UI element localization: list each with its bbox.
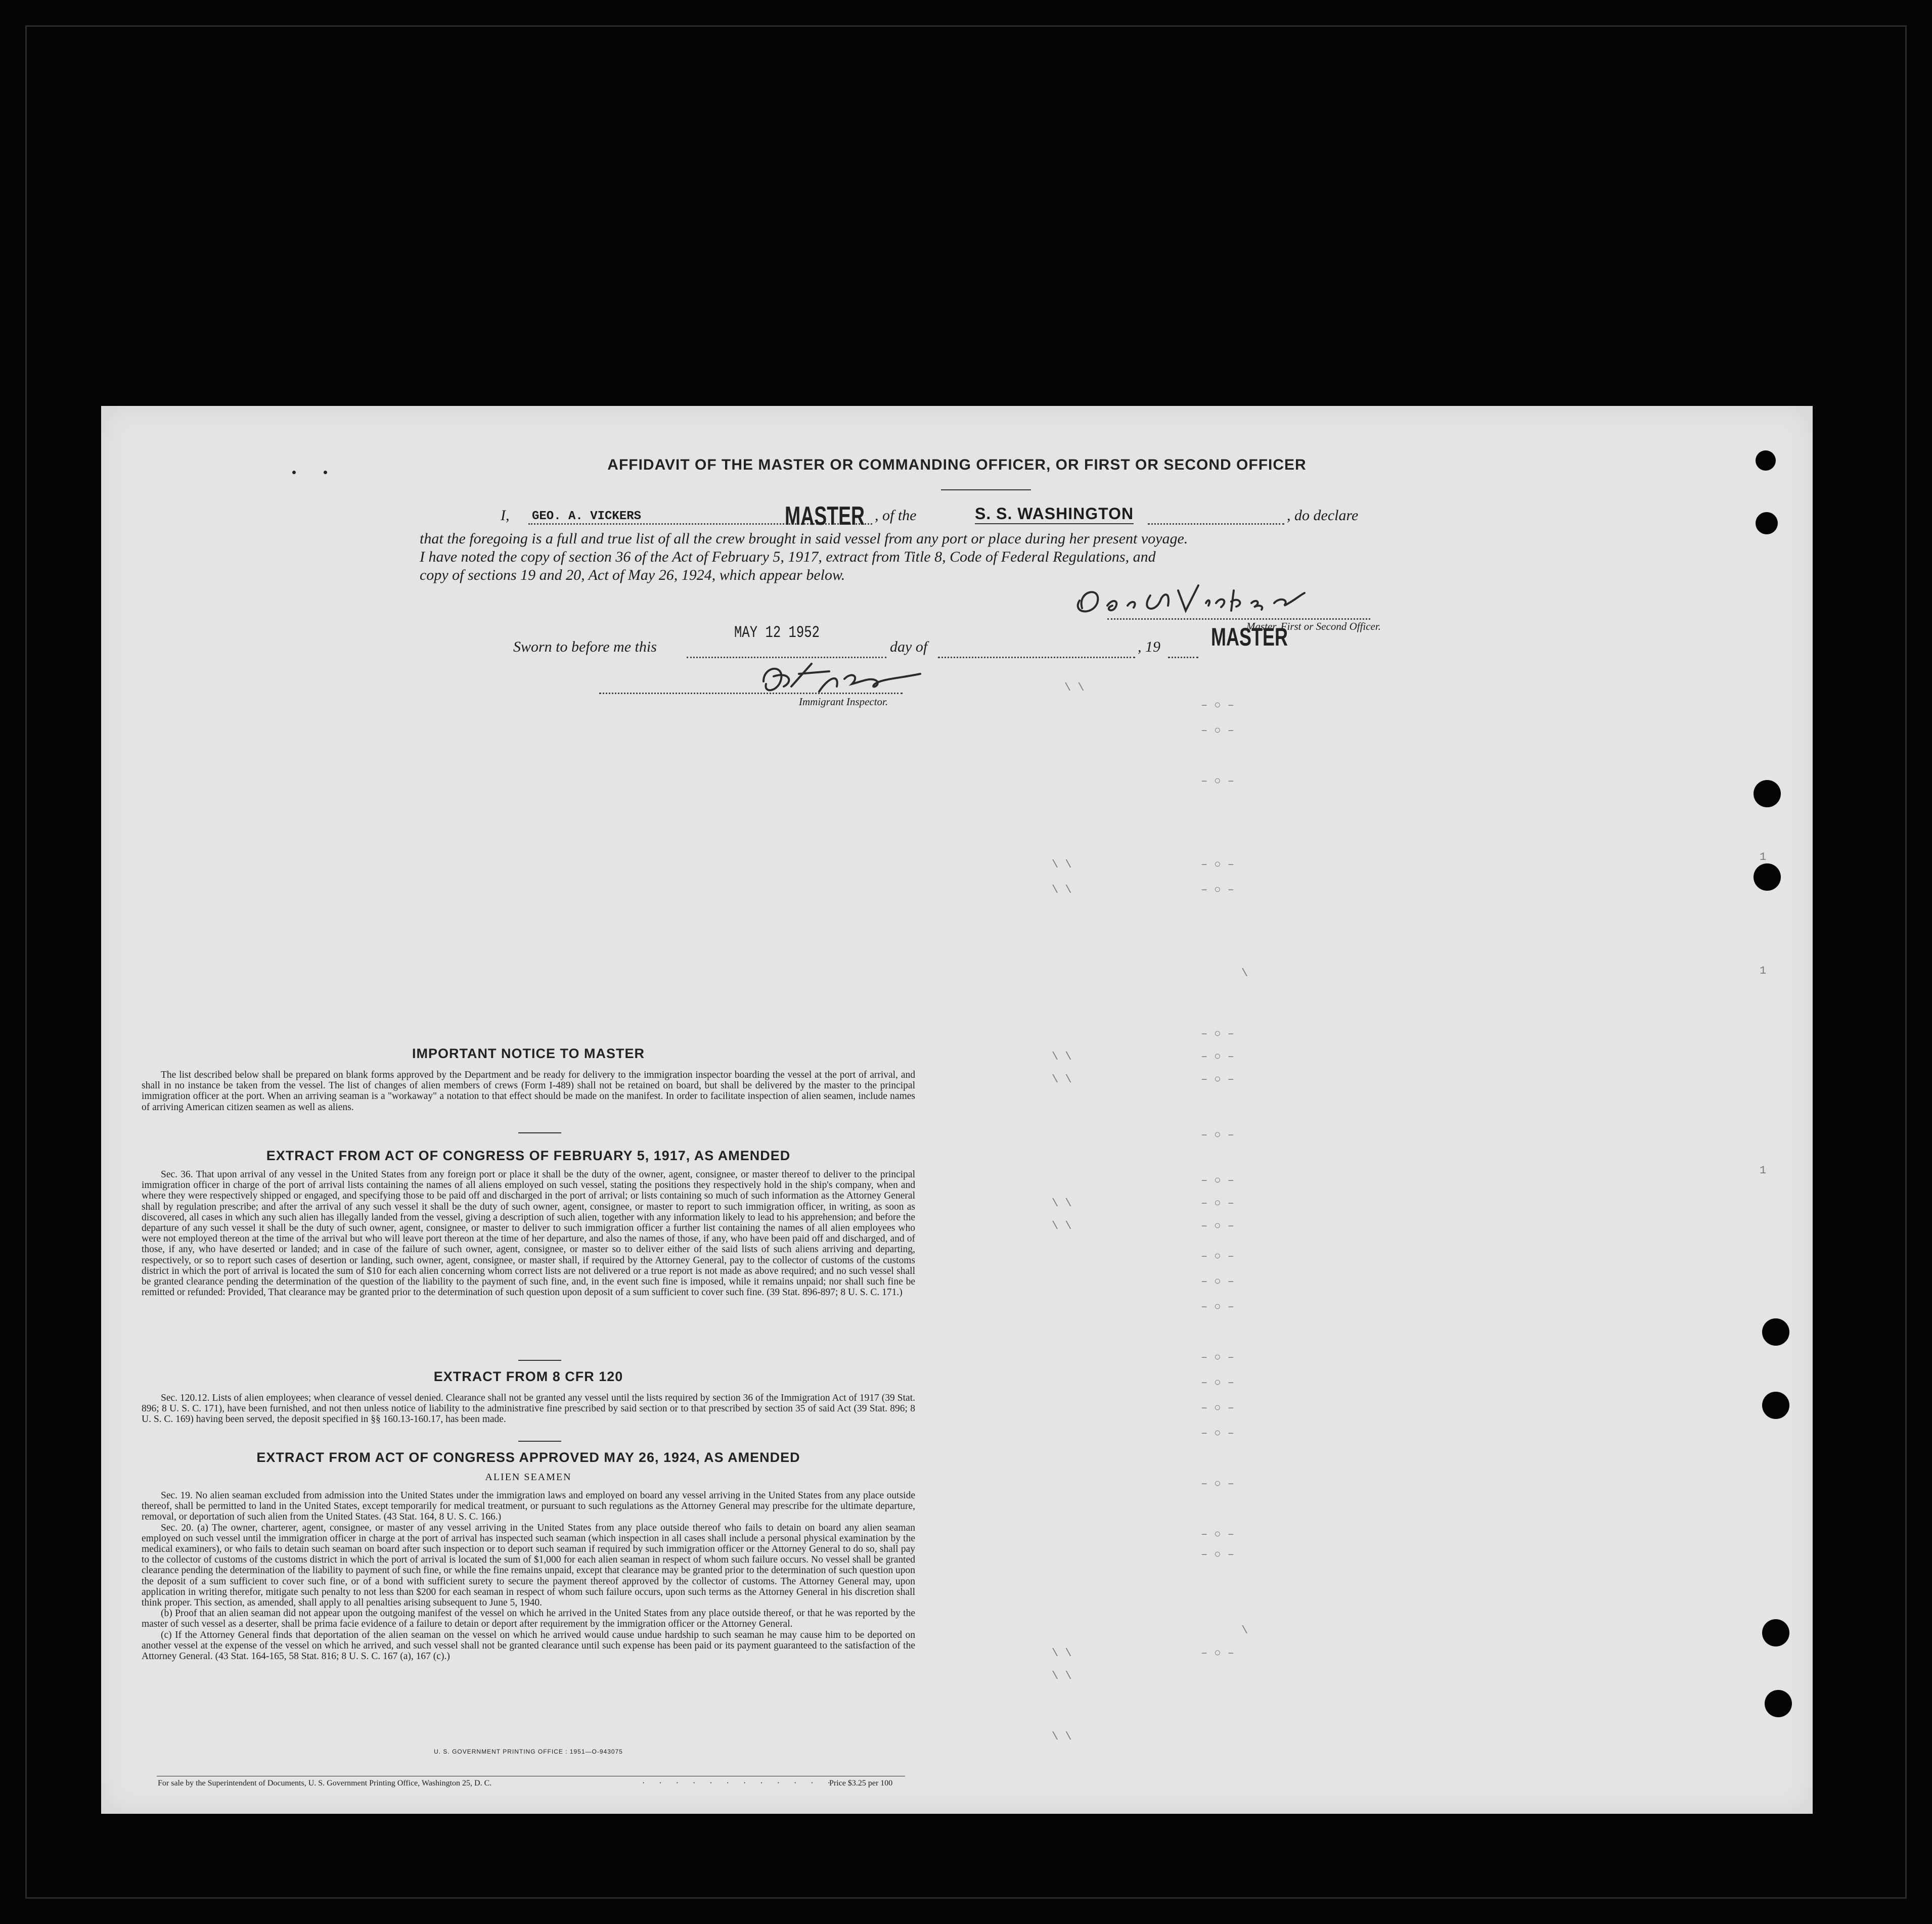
bleed-mark: – ○ –: [1201, 1647, 1235, 1660]
bleed-mark: \: [1241, 967, 1248, 980]
bleed-mark: \ \: [1052, 884, 1072, 896]
for-sale-text: For sale by the Superintendent of Documents, U. S. Government Printing Office, Washington 25, D. C.: [158, 1779, 492, 1788]
master-name: GEO. A. VICKERS: [532, 510, 642, 523]
date-stamp: MAY 12 1952: [734, 623, 820, 642]
bleed-mark: – ○ –: [1201, 1427, 1235, 1440]
signature-caption: Master, First or Second Officer.: [1246, 620, 1381, 632]
cfr-body: [142, 1393, 915, 1425]
punch-hole: [1762, 1619, 1789, 1646]
bleed-mark: 1: [1760, 1164, 1767, 1177]
bleed-mark: – ○ –: [1201, 699, 1235, 712]
bleed-mark: – ○ –: [1201, 858, 1235, 871]
bleed-mark: \: [1241, 1624, 1248, 1637]
bleed-mark: 1: [1760, 965, 1767, 977]
section-rule: [518, 1132, 561, 1133]
affidavit-line-3: I have noted the copy of section 36 of the Act of February 5, 1917, extract from Title 8, Code of Federal Regulations, and: [420, 548, 1156, 565]
master-title-stamp: MASTER: [1211, 623, 1288, 651]
bleed-mark: – ○ –: [1201, 1220, 1235, 1232]
bleed-mark: \ \: [1064, 681, 1085, 694]
bleed-mark: – ○ –: [1201, 1548, 1235, 1561]
bleed-mark: – ○ –: [1201, 1377, 1235, 1389]
document-page: [101, 406, 1813, 1814]
bleed-mark: – ○ –: [1201, 1050, 1235, 1063]
bleed-mark: – ○ –: [1201, 1174, 1235, 1187]
gpo-line: U. S. GOVERNMENT PRINTING OFFICE : 1951—O-943075: [434, 1748, 623, 1755]
sec-20b-text: (b) Proof that an alien seaman did not appear upon the outgoing manifest of the vessel on which he arrived in the United States from any place outside thereof, or that he was reported by the master of such vessel as a deserter, shall be prima facie evidence of a failure to detain or deport after requirement by the immigration officer or the Attorney General.: [142, 1608, 915, 1630]
bleed-mark: – ○ –: [1201, 1250, 1235, 1263]
affidavit-i: I,: [501, 507, 510, 524]
alien-seamen-subtitle: ALIEN SEAMEN: [485, 1472, 572, 1483]
bleed-mark: \ \: [1052, 1220, 1072, 1232]
extract-1924-title: EXTRACT FROM ACT OF CONGRESS APPROVED MAY 26, 1924, AS AMENDED: [256, 1450, 800, 1465]
month-line: [938, 657, 1135, 658]
punch-hole: [1765, 1690, 1792, 1717]
bleed-mark: \ \: [1052, 1730, 1072, 1743]
bleed-mark: \ \: [1052, 1073, 1072, 1086]
vessel-name: S. S. WASHINGTON: [975, 505, 1134, 524]
bleed-mark: 1: [1760, 851, 1767, 863]
bleed-mark: – ○ –: [1201, 1528, 1235, 1541]
punch-hole: [1756, 512, 1778, 534]
inspector-signature: [743, 656, 956, 702]
affidavit-title: AFFIDAVIT OF THE MASTER OR COMMANDING OFFICER, OR FIRST OR SECOND OFFICER: [607, 456, 1307, 473]
bleed-mark: – ○ –: [1201, 1301, 1235, 1313]
extract-1917-title: EXTRACT FROM ACT OF CONGRESS OF FEBRUARY 5, 1917, AS AMENDED: [266, 1148, 791, 1163]
bleed-mark: \ \: [1052, 1197, 1072, 1210]
signature-line: [1107, 618, 1370, 620]
notice-body: [142, 1070, 915, 1113]
punch-hole: [1762, 1392, 1789, 1419]
title-rule: [941, 489, 1031, 490]
affidavit-line-4: copy of sections 19 and 20, Act of May 26, 1924, which appear below.: [420, 567, 845, 583]
bleed-mark: – ○ –: [1201, 1129, 1235, 1141]
cfr-title: EXTRACT FROM 8 CFR 120: [433, 1369, 623, 1384]
bleed-mark: \ \: [1052, 1670, 1072, 1682]
bleed-mark: – ○ –: [1201, 1073, 1235, 1086]
bleed-mark: \ \: [1052, 858, 1072, 871]
notice-title: IMPORTANT NOTICE TO MASTER: [412, 1046, 645, 1061]
do-declare-text: , do declare: [1287, 507, 1359, 524]
section-rule: [518, 1360, 561, 1361]
year-line: [1168, 657, 1198, 658]
bleed-mark: – ○ –: [1201, 1028, 1235, 1040]
day-of-text: day of: [890, 638, 928, 655]
bleed-mark: – ○ –: [1201, 1275, 1235, 1288]
bleed-mark: \ \: [1052, 1050, 1072, 1063]
year-prefix: , 19: [1138, 638, 1160, 655]
sec-20a-text: Sec. 20. (a) The owner, charterer, agent, consignee, or master of any vessel arriving in the United States from any place outside thereof who fails to detain on board any alien seaman employed on such vessel until the immigration officer in charge at the port of arrival has inspected such seaman (which inspection in all cases shall include a personal physical examination by the medical examiners), or who fails to detain such seaman on board after such inspection or to deport such seaman if required by such immigration officer or the Attorney General to do so, shall pay to the collector of customs of the customs district in which the port of arrival is located the sum of $1,000 for each alien seaman in respect of whom such failure occurs. No vessel shall be granted clearance pending the determination of the liability to payment of such fine, or while the fine remains unpaid, except that clearance may be granted prior to the determination of such question upon the deposit of a sum sufficient to cover such fine, or of a bond with sufficient surety to secure the payment thereof approved by the collector of customs. The Attorney General may, upon application in writing therefor, mitigate such penalty to not less than $200 for each seaman in respect of whom such failure occurs, upon such terms as the Attorney General in his discretion shall think proper. This section, as amended, shall apply to all penalties arising subsequent to June 5, 1940.: [142, 1522, 915, 1609]
punch-hole: [1754, 780, 1781, 807]
affidavit-line-2: that the foregoing is a full and true list of all the crew brought in said vessel from any port or place during her present voyage.: [420, 530, 1188, 547]
of-the-text: , of the: [875, 507, 917, 524]
inspector-caption: Immigrant Inspector.: [799, 696, 888, 708]
rank-stamp: MASTER: [785, 501, 865, 531]
footer-leader: · · · · · · · · · · · ·: [642, 1779, 836, 1788]
bleed-mark: – ○ –: [1201, 1478, 1235, 1490]
sec-19-text: Sec. 19. No alien seaman excluded from admission into the United States under the immigration laws and employed on board any vessel arriving in the United States from any place outside thereof, shall be permitted to land in the United States, except temporarily for medical treatment, or pursuant to such regulations as the Attorney General may prescribe for the ultimate departure, removal, or deportation of such alien from the United States. (43 Stat. 164, 8 U. S. C. 166.): [142, 1490, 915, 1523]
bleed-mark: – ○ –: [1201, 1402, 1235, 1414]
punch-hole: [1756, 450, 1776, 471]
bleed-mark: – ○ –: [1201, 724, 1235, 737]
sworn-prefix: Sworn to before me this: [513, 638, 657, 655]
price-text: Price $3.25 per 100: [829, 1779, 893, 1788]
extract-1924-body: [142, 1490, 915, 1662]
extract-1917-body: [142, 1169, 915, 1298]
section-rule: [518, 1441, 561, 1442]
inspector-line: [599, 693, 903, 694]
extract-1917-text: Sec. 36. That upon arrival of any vessel in the United States from any foreign port or place it shall be the duty of the owner, agent, consignee, or master thereof to deliver to the principal immigration officer in charge of the port of arrival lists containing the names of all aliens employed on such vessel, stating the positions they respectively hold in the ship's company, when and where they were respectively shipped or engaged, and specifying those to be paid off and discharged in the port of arrival; or lists containing so much of such information as the Attorney General shall by regulation prescribe; and after the arrival of any such vessel it shall be the duty of such owner, agent, consignee, or master to report to such immigration officer, in writing, as soon as discovered, all cases in which any such alien has illegally landed from the vessel, giving a description of such alien, together with any information likely to lead to his apprehension; and before the departure of any such vessel it shall be the duty of such owner, agent, consignee, or master to deliver to such immigration officer a further list containing the names of all alien employees who were not employed thereon at the time of the arrival but who will leave port thereon at the time of her departure, and also the names of those, if any, who have been paid off and discharged, and of those, if any, who have deserted or landed; and in case of the failure of such owner, agent, consignee, or master so to deliver either of the said lists of such aliens arriving and departing, respectively, or so to report such cases of desertion or landing, such owner, agent, consignee, or master shall, if required by the Attorney General, pay to the collector of customs of the customs district in which the port of arrival is located the sum of $10 for each alien concerning whom correct lists are not delivered or a true report is not made as above required; and no such vessel shall be granted clearance pending the determination of the question of the liability to the payment of such fine, and, in the event such fine is imposed, while it remains unpaid; nor shall such fine be remitted or refunded: Provided, That clearance may be granted prior to the determination of such question upon deposit of a sum sufficient to cover such fine. (39 Stat. 896-897; 8 U. S. C. 171.): [142, 1169, 915, 1298]
notice-text: The list described below shall be prepared on blank forms approved by the Department and be ready for delivery to the immigration inspector boarding the vessel at the port of arrival, and shall in no instance be taken from the vessel. The list of changes of alien members of crews (Form I-489) shall not be retained on board, but shall be delivered by the master to the principal immigration officer at the port. When an arriving seaman is a "workaway" a notation to that effect should be made on the manifest. In order to facilitate inspection of alien seamen, include names of arriving American citizen seamen as well as aliens.: [142, 1070, 915, 1113]
punch-hole: [1754, 863, 1781, 891]
bleed-mark: – ○ –: [1201, 1197, 1235, 1210]
sec-20c-text: (c) If the Attorney General finds that deportation of the alien seaman on the vessel on which he arrived would cause undue hardship to such seaman he may cause him to be deported on another vessel at the expense of the vessel on which he arrived, and such vessel shall not be granted clearance until such expense has been paid or its payment guaranteed to the satisfaction of the Attorney General. (43 Stat. 164-165, 58 Stat. 816; 8 U. S. C. 167 (a), 167 (c).): [142, 1629, 915, 1662]
vessel-field-line: [1148, 523, 1284, 525]
bleed-mark: – ○ –: [1201, 884, 1235, 896]
punch-hole: [1762, 1318, 1789, 1346]
bleed-mark: \ \: [1052, 1647, 1072, 1660]
affidavit-statement: [420, 530, 1365, 584]
bleed-mark: – ○ –: [1201, 1351, 1235, 1364]
bleed-mark: – ○ –: [1201, 775, 1235, 788]
cfr-text: Sec. 120.12. Lists of alien employees; when clearance of vessel denied. Clearance shall not be granted any vessel until the lists required by section 36 of the Immigration Act of 1917 (39 Stat. 896; 8 U. S. C. 171), have been furnished, and not then unless notice of liability to the administrative fine prescribed by said section or to that prescribed by section 35 of said Act (39 Stat. 896; 8 U. S. C. 169) having been served, the deposit specified in §§ 160.13-160.17, has been made.: [142, 1393, 915, 1425]
